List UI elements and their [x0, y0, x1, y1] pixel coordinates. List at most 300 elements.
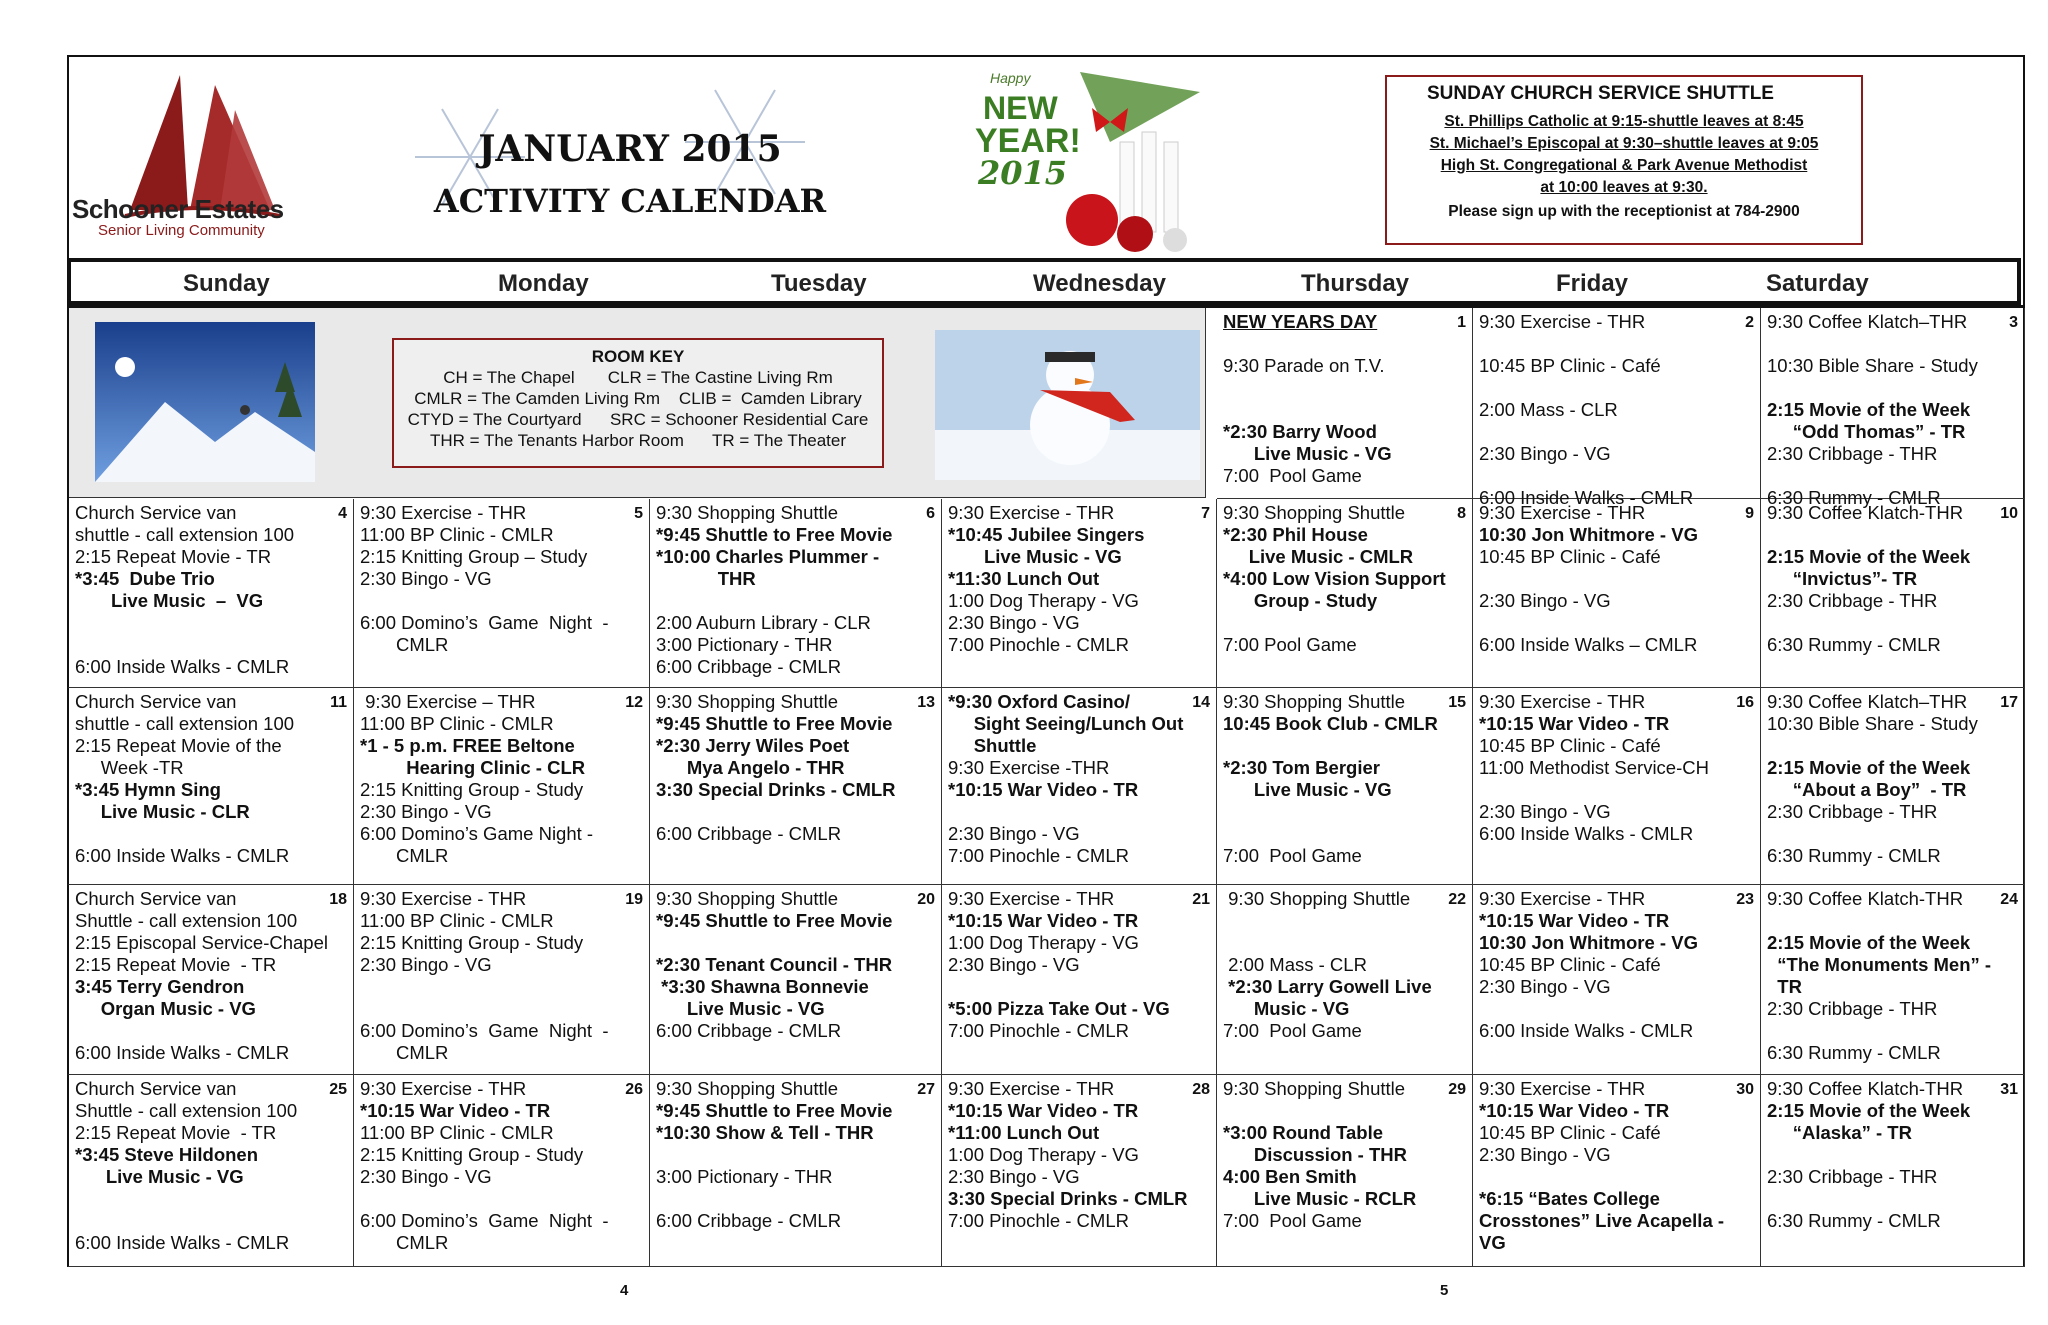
event-line: 2:15 Repeat Movie of the	[75, 735, 282, 756]
day-cell	[1761, 688, 2025, 885]
event-line: Mya Angelo - THR	[656, 757, 845, 778]
event-line	[656, 590, 935, 612]
event-line: 11:00 BP Clinic - CMLR	[360, 1122, 554, 1143]
ny-happy-text: Happy	[990, 70, 1031, 86]
day-cell	[1761, 1075, 2025, 1267]
event-line: 10:45 BP Clinic - Café	[1479, 546, 1661, 567]
event-line: Church Service van	[75, 502, 237, 523]
day-number: 19	[625, 891, 643, 908]
event-line: 2:15 Movie of the Week	[1767, 932, 1971, 953]
event-line: *10:15 War Video - TR	[1479, 713, 1670, 734]
event-line: 10:45 BP Clinic - Café	[1479, 735, 1661, 756]
event-line: Church Service van	[75, 888, 237, 909]
day-number: 23	[1736, 891, 1754, 908]
event-line	[656, 1144, 935, 1166]
day-cell	[67, 1075, 354, 1267]
ny-new-text: NEW	[983, 90, 1058, 126]
event-line: 9:30 Coffee Klatch-THR	[1767, 502, 1964, 523]
day-cell	[67, 885, 354, 1075]
shuttle-line: High St. Congregational & Park Avenue Methodist	[1440, 157, 1808, 174]
event-line: *3:45 Hymn Sing	[75, 779, 221, 800]
ny-year-text: YEAR!	[975, 122, 1081, 160]
day-number: 3	[2009, 314, 2018, 331]
event-line: 3:30 Special Drinks - CMLR	[656, 779, 896, 800]
event-line: 9:30 Shopping Shuttle	[1223, 1078, 1406, 1099]
day-name-tuesday: Tuesday	[771, 270, 867, 297]
day-number: 16	[1736, 694, 1754, 711]
event-line: *10:45 Jubilee Singers	[948, 524, 1145, 545]
event-line: Discussion - THR	[1223, 1144, 1408, 1165]
event-line: 9:30 Exercise -THR	[948, 757, 1110, 778]
room-key-heading: ROOM KEY	[591, 347, 685, 366]
event-line: “Invictus”- TR	[1767, 568, 1918, 589]
event-line: *3:00 Round Table	[1223, 1122, 1384, 1143]
event-line: 9:30 Exercise - THR	[1479, 311, 1646, 332]
event-line: 2:30 Cribbage - THR	[1767, 1166, 1938, 1187]
day-number: 22	[1448, 891, 1466, 908]
event-line: 9:30 Coffee Klatch-THR	[1767, 1078, 1964, 1099]
event-line: 2:15 Movie of the Week	[1767, 1100, 1971, 1121]
event-line: 2:30 Bingo - VG	[360, 801, 492, 822]
event-line: 2:15 Movie of the Week	[1767, 757, 1971, 778]
day-number: 25	[329, 1081, 347, 1098]
event-line: *5:00 Pizza Take Out - VG	[948, 998, 1170, 1019]
event-line: 6:30 Rummy - CMLR	[1767, 1210, 1941, 1231]
event-line: 2:30 Cribbage - THR	[1767, 443, 1938, 464]
event-line: *9:30 Oxford Casino/	[948, 691, 1130, 712]
event-line: 2:00 Auburn Library - CLR	[656, 612, 871, 633]
event-line: *2:30 Jerry Wiles Poet	[656, 735, 850, 756]
event-line	[1223, 735, 1466, 757]
event-line: 2:30 Bingo - VG	[360, 954, 492, 975]
event-line: 9:30 Exercise - THR	[948, 1078, 1115, 1099]
event-line: 2:30 Bingo - VG	[1479, 590, 1611, 611]
shuttle-heading: SUNDAY CHURCH SERVICE SHUTTLE	[1427, 83, 1774, 104]
event-line	[656, 932, 935, 954]
day-number: 24	[2000, 891, 2018, 908]
event-line	[1223, 612, 1466, 634]
event-line: NEW YEARS DAY	[1223, 311, 1378, 332]
day-number: 27	[917, 1081, 935, 1098]
event-line: 10:45 BP Clinic - Café	[1479, 954, 1661, 975]
event-line	[1223, 1100, 1466, 1122]
event-line: THR	[656, 568, 756, 589]
event-line: 11:00 BP Clinic - CMLR	[360, 910, 554, 931]
event-line: Shuttle - call extension 100	[75, 1100, 298, 1121]
event-line: 9:30 Exercise - THR	[360, 502, 527, 523]
day-cell	[354, 499, 650, 688]
event-line: 6:00 Inside Walks - CMLR	[1479, 487, 1694, 508]
event-line	[948, 801, 1210, 823]
event-line: *1 - 5 p.m. FREE Beltone	[360, 735, 575, 756]
event-line: 11:00 Methodist Service-CH	[1479, 757, 1709, 778]
room-key-line: CH = The Chapel CLR = The Castine Living Rm	[443, 368, 833, 387]
shuttle-signup: Please sign up with the receptionist at 784-2900	[1448, 203, 1800, 220]
event-line: *2:30 Barry Wood	[1223, 421, 1377, 442]
event-line	[1767, 910, 2018, 932]
day-number: 4	[338, 505, 347, 522]
event-line: 2:30 Bingo - VG	[948, 612, 1080, 633]
day-name-saturday: Saturday	[1766, 270, 1869, 297]
event-line: 6:00 Domino’s Game Night -	[360, 823, 594, 844]
day-number: 14	[1192, 694, 1210, 711]
event-line: 2:30 Bingo - VG	[1479, 976, 1611, 997]
event-line: “Odd Thomas” - TR	[1767, 421, 1966, 442]
event-line: 2:15 Movie of the Week	[1767, 546, 1971, 567]
event-line: CMLR	[360, 845, 449, 866]
event-line: 9:30 Shopping Shuttle	[656, 691, 839, 712]
event-line: 10:30 Bible Share - Study	[1767, 355, 1978, 376]
event-line: 9:30 Exercise - THR	[1479, 502, 1646, 523]
event-line: 2:30 Bingo - VG	[1479, 443, 1611, 464]
event-line: Music - VG	[1223, 998, 1350, 1019]
event-line: *9:45 Shuttle to Free Movie	[656, 910, 893, 931]
event-line: 6:00 Inside Walks - CMLR	[1479, 1020, 1694, 1041]
event-line	[948, 976, 1210, 998]
event-line: 2:30 Bingo - VG	[1479, 801, 1611, 822]
event-line: 11:00 BP Clinic - CMLR	[360, 524, 554, 545]
event-line: 2:30 Bingo - VG	[1479, 1144, 1611, 1165]
event-line	[75, 1188, 347, 1210]
event-line: 6:30 Rummy - CMLR	[1767, 487, 1941, 508]
event-line	[1479, 421, 1754, 443]
day-number: 7	[1201, 505, 1210, 522]
day-number: 21	[1192, 891, 1210, 908]
day-cell	[1217, 885, 1473, 1075]
event-line: 2:15 Knitting Group – Study	[360, 546, 588, 567]
event-line: “Alaska” - TR	[1767, 1122, 1912, 1143]
event-line: *9:45 Shuttle to Free Movie	[656, 524, 893, 545]
day-number: 15	[1448, 694, 1466, 711]
event-line: Live Music - CMLR	[1223, 546, 1414, 567]
event-line: *10:15 War Video - TR	[1479, 1100, 1670, 1121]
event-line: 9:30 Shopping Shuttle	[656, 502, 839, 523]
event-line	[1479, 465, 1754, 487]
event-line: 6:00 Cribbage - CMLR	[656, 1020, 842, 1041]
event-line: 7:00 Pool Game	[1223, 1210, 1362, 1231]
day-name-friday: Friday	[1556, 270, 1629, 297]
event-line	[1767, 524, 2018, 546]
event-line: CMLR	[360, 1232, 449, 1253]
event-line: Crosstones” Live Acapella - VG	[1479, 1210, 1730, 1253]
event-line: TR	[1767, 976, 1802, 997]
calendar-month-title: JANUARY 2015	[478, 128, 782, 170]
event-line: 3:00 Pictionary - THR	[656, 634, 833, 655]
event-line: “The Monuments Men” -	[1767, 954, 1992, 975]
day-cell	[1473, 499, 1761, 688]
event-line: 2:15 Repeat Movie - TR	[75, 1122, 277, 1143]
event-line: Live Music - CLR	[75, 801, 250, 822]
event-line	[1479, 779, 1754, 801]
event-line: 6:00 Inside Walks - CMLR	[75, 1232, 290, 1253]
event-line: 7:00 Pinochle - CMLR	[948, 1020, 1129, 1041]
event-line	[1479, 998, 1754, 1020]
event-line: *10:15 War Video - TR	[948, 1100, 1139, 1121]
snowman-photo	[935, 330, 1200, 480]
event-line: 2:30 Bingo - VG	[948, 1166, 1080, 1187]
event-line: 2:00 Mass - CLR	[1479, 399, 1618, 420]
day-cell	[650, 885, 942, 1075]
event-line: *11:30 Lunch Out	[948, 568, 1100, 589]
shuttle-line: St. Phillips Catholic at 9:15-shuttle leaves at 8:45	[1444, 113, 1804, 130]
event-line: *10:00 Charles Plummer -	[656, 546, 880, 567]
event-line: 2:15 Knitting Group - Study	[360, 932, 584, 953]
event-line: 9:30 Exercise - THR	[948, 888, 1115, 909]
day-cell	[354, 1075, 650, 1267]
event-line: 10:30 Jon Whitmore - VG	[1479, 524, 1698, 545]
event-line: 7:00 Pool Game	[1223, 634, 1357, 655]
frame-top-border	[67, 55, 2025, 57]
event-line: 2:15 Movie of the Week	[1767, 399, 1971, 420]
event-line: 10:45 BP Clinic - Café	[1479, 355, 1661, 376]
event-line	[1767, 823, 2018, 845]
event-line: shuttle - call extension 100	[75, 524, 295, 545]
event-line: 6:00 Inside Walks - CMLR	[75, 656, 290, 677]
shuttle-line: St. Michael’s Episcopal at 9:30–shuttle leaves at 9:05	[1429, 135, 1819, 152]
event-line: *11:00 Lunch Out	[948, 1122, 1100, 1143]
event-line: *2:30 Tenant Council - THR	[656, 954, 893, 975]
event-line: Live Music - RCLR	[1223, 1188, 1417, 1209]
event-line: Hearing Clinic - CLR	[360, 757, 586, 778]
day-number: 11	[330, 694, 347, 711]
event-line	[1767, 1144, 2018, 1166]
day-cell	[650, 1075, 942, 1267]
event-line	[1223, 377, 1466, 399]
day-number: 30	[1736, 1081, 1754, 1098]
event-line	[75, 612, 347, 634]
event-line: 7:00 Pinochle - CMLR	[948, 845, 1129, 866]
event-line	[1223, 910, 1466, 932]
day-number: 5	[634, 505, 643, 522]
event-line: 9:30 Shopping Shuttle	[1223, 691, 1406, 712]
event-line: 3:30 Special Drinks - CMLR	[948, 1188, 1188, 1209]
logo-tagline: Senior Living Community	[98, 222, 265, 239]
event-line: 9:30 Exercise - THR	[360, 1078, 527, 1099]
room-key-box	[392, 338, 884, 468]
day-cell	[1217, 308, 1473, 499]
event-line: 9:30 Coffee Klatch–THR	[1767, 311, 1968, 332]
event-line: 6:30 Rummy - CMLR	[1767, 634, 1941, 655]
event-line: 10:45 BP Clinic - Café	[1479, 1122, 1661, 1143]
event-line: *10:15 War Video - TR	[948, 779, 1139, 800]
event-line: 9:30 Exercise - THR	[1479, 888, 1646, 909]
event-line: Live Music - VG	[75, 1166, 244, 1187]
event-line: 2:15 Episcopal Service-Chapel	[75, 932, 328, 953]
event-line: Sight Seeing/Lunch Out	[948, 713, 1184, 734]
event-line: Week -TR	[75, 757, 184, 778]
event-line	[1767, 612, 2018, 634]
event-line: 9:30 Exercise - THR	[1479, 691, 1646, 712]
weekday-header-row	[67, 258, 2021, 305]
event-line: 6:00 Domino’s Game Night -	[360, 1210, 609, 1231]
event-line: 9:30 Shopping Shuttle	[656, 1078, 839, 1099]
room-key-line: THR = The Tenants Harbor Room TR = The Theater	[429, 431, 847, 450]
page-number-left: 4	[620, 1282, 629, 1299]
day-number: 1	[1457, 314, 1466, 331]
day-number: 13	[917, 694, 935, 711]
event-line	[1767, 1020, 2018, 1042]
event-line: 1:00 Dog Therapy - VG	[948, 590, 1139, 611]
event-line: *3:45 Dube Trio	[75, 568, 215, 589]
event-line	[1223, 399, 1466, 421]
day-cell	[942, 499, 1217, 688]
event-line: *10:15 War Video - TR	[360, 1100, 551, 1121]
event-line: Organ Music - VG	[75, 998, 256, 1019]
event-line	[1479, 377, 1754, 399]
day-cell	[1761, 308, 2025, 508]
event-line: 6:00 Domino’s Game Night -	[360, 1020, 609, 1041]
event-line	[1223, 333, 1466, 355]
calendar-subtitle: ACTIVITY CALENDAR	[433, 182, 827, 220]
event-line: 9:30 Exercise - THR	[948, 502, 1115, 523]
day-cell	[1473, 885, 1761, 1075]
event-line: *3:30 Shawna Bonnevie	[656, 976, 869, 997]
event-line: *2:30 Larry Gowell Live	[1223, 976, 1432, 997]
event-line: “About a Boy” - TR	[1767, 779, 1967, 800]
event-line	[1767, 333, 2018, 355]
event-line: 10:30 Bible Share - Study	[1767, 713, 1978, 734]
event-line: Shuttle	[948, 735, 1037, 756]
day-name-thursday: Thursday	[1301, 270, 1410, 297]
event-line	[1479, 568, 1754, 590]
event-line: 2:30 Bingo - VG	[948, 823, 1080, 844]
event-line: 9:30 Coffee Klatch–THR	[1767, 691, 1968, 712]
event-line	[656, 1188, 935, 1210]
event-line: *9:45 Shuttle to Free Movie	[656, 713, 893, 734]
day-cell	[1217, 688, 1473, 885]
event-line: *10:15 War Video - TR	[1479, 910, 1670, 931]
day-cell	[67, 499, 354, 688]
event-line: CMLR	[360, 1042, 449, 1063]
event-line: 6:00 Inside Walks - CMLR	[1479, 823, 1694, 844]
event-line: *10:15 War Video - TR	[948, 910, 1139, 931]
event-line: 9:30 Shopping Shuttle	[656, 888, 839, 909]
event-line: 2:30 Cribbage - THR	[1767, 590, 1938, 611]
event-line: 7:00 Pinochle - CMLR	[948, 634, 1129, 655]
page-number-right: 5	[1440, 1282, 1449, 1299]
event-line: 7:00 Pool Game	[1223, 845, 1362, 866]
event-line	[1223, 801, 1466, 823]
event-line: 6:00 Inside Walks - CMLR	[75, 845, 290, 866]
event-line	[1223, 823, 1466, 845]
event-line: 6:00 Inside Walks - CMLR	[75, 1042, 290, 1063]
event-line: 6:00 Cribbage - CMLR	[656, 656, 842, 677]
event-line: 6:00 Inside Walks – CMLR	[1479, 634, 1698, 655]
event-line: 2:30 Bingo - VG	[948, 954, 1080, 975]
event-line: *10:30 Show & Tell - THR	[656, 1122, 874, 1143]
event-line: shuttle - call extension 100	[75, 713, 295, 734]
event-line: 9:30 Parade on T.V.	[1223, 355, 1385, 376]
event-line: 1:00 Dog Therapy - VG	[948, 932, 1139, 953]
day-cell	[354, 885, 650, 1075]
event-line: 2:30 Bingo - VG	[360, 1166, 492, 1187]
day-number: 31	[2000, 1081, 2018, 1098]
event-line: *3:45 Steve Hildonen	[75, 1144, 259, 1165]
event-line	[1479, 612, 1754, 634]
day-number: 12	[625, 694, 643, 711]
event-line: Group - Study	[1223, 590, 1378, 611]
event-line: 9:30 Coffee Klatch-THR	[1767, 888, 1964, 909]
event-line: CMLR	[360, 634, 449, 655]
day-cell	[1217, 499, 1473, 688]
day-number: 18	[329, 891, 347, 908]
event-line: 9:30 Shopping Shuttle	[1223, 888, 1411, 909]
event-line	[1767, 1188, 2018, 1210]
event-line	[360, 998, 643, 1020]
event-line: 6:30 Rummy - CMLR	[1767, 1042, 1941, 1063]
event-line: 4:00 Ben Smith	[1223, 1166, 1357, 1187]
day-cell	[942, 688, 1217, 885]
logo-name: Schooner Estates	[72, 194, 284, 224]
event-line	[75, 1210, 347, 1232]
day-cell	[1473, 308, 1761, 508]
ny-number-text: 2015	[978, 154, 1068, 192]
day-cell	[942, 1075, 1217, 1267]
event-line: 6:30 Rummy - CMLR	[1767, 845, 1941, 866]
day-number: 17	[2000, 694, 2018, 711]
event-line: Live Music – VG	[75, 590, 264, 611]
event-line: Live Music - VG	[1223, 443, 1392, 464]
church-shuttle-box	[1385, 75, 1863, 245]
event-line: 3:45 Terry Gendron	[75, 976, 245, 997]
event-line: *2:30 Tom Bergier	[1223, 757, 1380, 778]
day-number: 10	[2000, 505, 2018, 522]
day-number: 20	[917, 891, 935, 908]
event-line: 2:30 Cribbage - THR	[1767, 801, 1938, 822]
day-name-sunday: Sunday	[183, 270, 270, 297]
event-line: 7:00 Pool Game	[1223, 465, 1362, 486]
event-line: 11:00 BP Clinic - CMLR	[360, 713, 554, 734]
event-line: *9:45 Shuttle to Free Movie	[656, 1100, 893, 1121]
room-key-line: CMLR = The Camden Living Rm CLIB = Camden Library	[414, 389, 862, 408]
day-number: 2	[1745, 314, 1754, 331]
event-line: *6:15 “Bates College	[1479, 1188, 1660, 1209]
event-line	[1479, 333, 1754, 355]
day-number: 26	[625, 1081, 643, 1098]
day-number: 8	[1457, 505, 1466, 522]
event-line: 9:30 Exercise - THR	[1479, 1078, 1646, 1099]
event-line	[75, 823, 347, 845]
event-line	[1767, 735, 2018, 757]
event-line: Shuttle - call extension 100	[75, 910, 298, 931]
event-line: 9:30 Exercise – THR	[360, 691, 536, 712]
day-cell	[1761, 885, 2025, 1075]
day-cell	[354, 688, 650, 885]
day-cell	[1473, 688, 1761, 885]
day-number: 29	[1448, 1081, 1466, 1098]
event-line: 2:30 Cribbage - THR	[1767, 998, 1938, 1019]
event-line: 9:30 Exercise - THR	[360, 888, 527, 909]
event-line: 6:00 Domino’s Game Night -	[360, 612, 609, 633]
event-line: 10:30 Jon Whitmore - VG	[1479, 932, 1698, 953]
event-line	[1767, 465, 2018, 487]
event-line: 1:00 Dog Therapy - VG	[948, 1144, 1139, 1165]
event-line	[1479, 1166, 1754, 1188]
day-number: 6	[926, 505, 935, 522]
event-line: 7:00 Pinochle - CMLR	[948, 1210, 1129, 1231]
event-line: 6:00 Cribbage - CMLR	[656, 1210, 842, 1231]
day-cell	[650, 499, 942, 688]
event-line: 10:45 Book Club - CMLR	[1223, 713, 1438, 734]
event-line: *2:30 Phil House	[1223, 524, 1368, 545]
event-line: 2:15 Repeat Movie - TR	[75, 954, 277, 975]
event-line: 7:00 Pool Game	[1223, 1020, 1362, 1041]
event-line: *4:00 Low Vision Support	[1223, 568, 1446, 589]
day-cell	[67, 688, 354, 885]
event-line: 2:15 Repeat Movie - TR	[75, 546, 272, 567]
day-cell	[1473, 1075, 1761, 1267]
event-line	[360, 590, 643, 612]
